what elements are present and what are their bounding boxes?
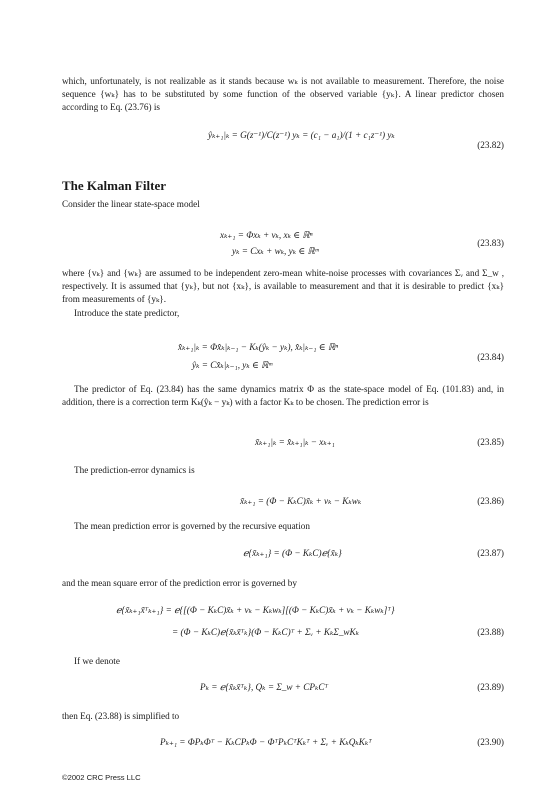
- equation-number: (23.84): [477, 352, 504, 362]
- paragraph-mean-square: and the mean square error of the prediction error is governed by: [62, 578, 297, 588]
- paragraph-noise-assumptions: where {vₖ} and {wₖ} are assumed to be independent zero-mean white-noise processes with covariances Σᵥ and Σ_w , respectively. It is assumed that {yₖ}, but not {xₖ}, is available to measurement and that it is desirable to predict {xₖ} from measurements of {yₖ}.: [62, 268, 504, 304]
- section-heading: The Kalman Filter: [62, 178, 166, 193]
- equation-23-87-text: ℯ{x̃ₖ₊₁} = (Φ − KₖC)ℯ{x̃ₖ}: [243, 548, 342, 558]
- equation-number: (23.90): [477, 737, 504, 747]
- equation-23-86: [60, 496, 504, 512]
- equation-number: (23.83): [477, 238, 504, 248]
- equation-23-84: [60, 338, 504, 374]
- equation-23-85-text: x̃ₖ₊₁|ₖ = x̂ₖ₊₁|ₖ − xₖ₊₁: [255, 437, 335, 447]
- paragraph-intro: which, unfortunately, is not realizable as it stands because wₖ is not available to measurement. Therefore, the noise sequence {wₖ} has to be substituted by some function of the observed variable {yₖ}. A linear predictor chosen according to Eq. (23.76) is: [62, 76, 504, 112]
- paragraph-simplified: then Eq. (23.88) is simplified to: [62, 711, 180, 721]
- equation-number: (23.89): [477, 682, 504, 692]
- paragraph-predictor-dynamics: The predictor of Eq. (23.84) has the same dynamics matrix Φ as the state-space model of Eq. (101.83) and, in addition, there is a correction term Kₖ(ŷₖ − yₖ) with a factor Kₖ to be chosen. The prediction error is: [62, 384, 504, 407]
- equation-23-88-line1: ℯ{x̃ₖ₊₁x̃ᵀₖ₊₁} = ℯ{[(Φ − KₖC)x̃ₖ + vₖ − Kₖwₖ][(Φ − KₖC)x̃ₖ + vₖ − Kₖwₖ]ᵀ}: [116, 605, 395, 615]
- equation-number: (23.86): [477, 496, 504, 506]
- equation-23-88-line2: = (Φ − KₖC)ℯ{x̃ₖx̃ᵀₖ}(Φ − KₖC)ᵀ + Σᵥ + KₖΣ_wKₖ: [172, 627, 360, 637]
- equation-23-89: [60, 682, 504, 698]
- equation-number: (23.87): [477, 548, 504, 558]
- equation-23-83: [60, 226, 504, 262]
- equation-23-85: [60, 437, 504, 453]
- equation-23-84-line1: x̂ₖ₊₁|ₖ = Φx̂ₖ|ₖ₋₁ − Kₖ(ŷₖ − yₖ), x̂ₖ|ₖ₋₁ ∈ ℝⁿ: [178, 342, 339, 352]
- equation-23-90-text: Pₖ₊₁ = ΦPₖΦᵀ − KₖCPₖΦ − ΦᵀPₖCᵀKₖᵀ + Σᵥ + KₖQₖKₖᵀ: [160, 737, 372, 747]
- equation-23-88: [60, 603, 504, 643]
- equation-number: (23.82): [477, 140, 504, 150]
- paragraph-mean-error: The mean prediction error is governed by the recursive equation: [74, 521, 310, 531]
- copyright-footer: ©2002 CRC Press LLC: [62, 773, 141, 782]
- equation-number: (23.85): [477, 437, 504, 447]
- equation-23-86-text: x̃ₖ₊₁ = (Φ − KₖC)x̃ₖ + vₖ − Kₖwₖ: [240, 496, 362, 506]
- equation-23-83-line1: xₖ₊₁ = Φxₖ + vₖ, xₖ ∈ ℝⁿ: [220, 230, 313, 240]
- paragraph-model-intro: Consider the linear state-space model: [62, 199, 200, 209]
- equation-number: (23.88): [477, 627, 504, 637]
- equation-23-83-line2: yₖ = Cxₖ + wₖ, yₖ ∈ ℝᵐ: [232, 246, 319, 256]
- paragraph-error-dynamics: The prediction-error dynamics is: [74, 465, 195, 475]
- equation-23-84-line2: ŷₖ = Cx̂ₖ|ₖ₋₁, yₖ ∈ ℝᵐ: [192, 360, 273, 370]
- equation-23-87: [60, 548, 504, 564]
- paragraph-denote: If we denote: [74, 656, 120, 666]
- equation-23-89-text: Pₖ = ℯ{x̃ₖx̃ᵀₖ}, Qₖ = Σ_w + CPₖCᵀ: [200, 682, 329, 692]
- equation-23-82: [60, 124, 504, 164]
- paragraph-predictor-intro: Introduce the state predictor,: [74, 308, 180, 318]
- equation-23-90: [60, 737, 504, 753]
- equation-23-82-text: ŷₖ₊₁|ₖ = G(z⁻¹)/C(z⁻¹) yₖ = (c₁ − a₁)/(1 + c₁z⁻¹) yₖ: [208, 130, 395, 140]
